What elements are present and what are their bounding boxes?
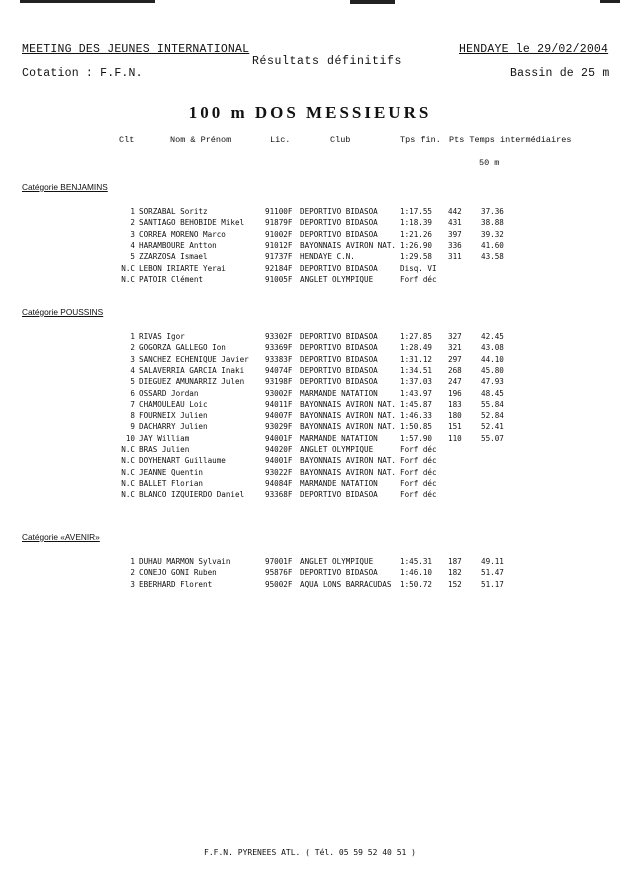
time-cell: Forf déc	[400, 478, 437, 488]
points-cell: 196	[448, 388, 462, 398]
club-cell: ANGLET OLYMPIQUE	[300, 274, 374, 284]
time-cell: 1:37.03	[400, 377, 433, 387]
split-cell: 52.41	[481, 422, 504, 432]
license-cell: 94084F	[265, 478, 293, 488]
rank-cell: 4	[130, 365, 135, 375]
points-cell: 180	[448, 411, 462, 421]
category-benjamins: Catégorie BENJAMINS	[22, 182, 108, 192]
license-cell: 93022F	[265, 467, 293, 477]
club-cell: MARMANDE NATATION	[300, 433, 378, 443]
name-cell: SANTIAGO BEHOBIDE Mikel	[139, 218, 245, 228]
rank-cell: 7	[130, 399, 135, 409]
rank-cell: 8	[130, 411, 135, 421]
points-cell: 182	[448, 568, 462, 578]
table-row	[0, 444, 620, 455]
table-row	[0, 331, 620, 342]
license-cell: 94020F	[265, 445, 293, 454]
time-cell: Forf déc	[400, 467, 437, 477]
license-cell: 95002F	[265, 579, 293, 589]
table-row	[0, 556, 620, 567]
name-cell: BLANCO IZQUIERDO Daniel	[139, 490, 245, 500]
split-cell: 45.80	[481, 365, 504, 375]
rank-cell: N.C	[121, 445, 135, 454]
table-row	[0, 410, 620, 421]
name-cell: CORREA MORENO Marco	[139, 229, 226, 239]
split-cell: 51.17	[481, 579, 504, 589]
time-cell: 1:17.55	[400, 207, 433, 216]
time-cell: Forf déc	[400, 445, 437, 454]
scan-mark	[600, 0, 620, 3]
table-row	[0, 433, 620, 444]
name-cell: DUHAU MARMON Sylvain	[139, 557, 231, 566]
table-row	[0, 354, 620, 365]
split-cell: 42.45	[481, 332, 504, 341]
meeting-title: MEETING DES JEUNES INTERNATIONAL	[22, 43, 250, 56]
subtitle: Résultats définitifs	[252, 55, 403, 68]
table-row	[0, 399, 620, 410]
time-cell: 1:43.97	[400, 388, 433, 398]
table-row	[0, 478, 620, 489]
club-cell: DEPORTIVO BIDASOA	[300, 343, 378, 353]
points-cell: 183	[448, 399, 462, 409]
table-row	[0, 421, 620, 432]
rank-cell: 2	[130, 218, 135, 228]
points-cell: 152	[448, 579, 462, 589]
split-cell: 38.88	[481, 218, 504, 228]
rank-cell: 3	[130, 579, 135, 589]
rank-cell: 4	[130, 240, 135, 250]
club-cell: BAYONNAIS AVIRON NAT.	[300, 422, 397, 432]
name-cell: EBERHARD Florent	[139, 579, 213, 589]
split-cell: 52.84	[481, 411, 504, 421]
rank-cell: 2	[130, 568, 135, 578]
rank-cell: 1	[130, 332, 135, 341]
col-lic: Lic.	[270, 135, 291, 145]
time-cell: Disq. VI	[400, 263, 437, 273]
footer: F.F.N. PYRENEES ATL. ( Tél. 05 59 52 40 51 )	[204, 848, 416, 857]
license-cell: 94007F	[265, 411, 293, 421]
club-cell: MARMANDE NATATION	[300, 388, 378, 398]
points-cell: 151	[448, 422, 462, 432]
name-cell: ZZARZOSA Ismael	[139, 252, 208, 262]
split-cell: 55.07	[481, 433, 504, 443]
time-cell: 1:28.49	[400, 343, 433, 353]
name-cell: DIEGUEZ AMUNARRIZ Julen	[139, 377, 245, 387]
club-cell: DEPORTIVO BIDASOA	[300, 377, 378, 387]
name-cell: CHAMOULEAU Loic	[139, 399, 208, 409]
split-cell: 48.45	[481, 388, 504, 398]
license-cell: 91737F	[265, 252, 293, 262]
license-cell: 91002F	[265, 229, 293, 239]
split-cell: 43.08	[481, 343, 504, 353]
col-pts-splits: Pts Temps intermédiaires	[449, 135, 572, 145]
rank-cell: N.C	[121, 274, 135, 284]
time-cell: 1:18.39	[400, 218, 433, 228]
rank-cell: 10	[125, 433, 135, 443]
license-cell: 92184F	[265, 263, 293, 273]
license-cell: 94001F	[265, 456, 293, 466]
points-cell: 397	[448, 229, 462, 239]
club-cell: ANGLET OLYMPIQUE	[300, 445, 374, 454]
name-cell: SALAVERRIA GARCIA Inaki	[139, 365, 245, 375]
table-row	[0, 206, 620, 217]
name-cell: PATOIR Clément	[139, 274, 204, 284]
time-cell: 1:29.58	[400, 252, 433, 262]
license-cell: 94001F	[265, 433, 293, 443]
table-row	[0, 579, 620, 590]
table-row	[0, 376, 620, 387]
license-cell: 93302F	[265, 332, 293, 341]
club-cell: MARMANDE NATATION	[300, 478, 378, 488]
name-cell: HARAMBOURE Antton	[139, 240, 217, 250]
table-row	[0, 217, 620, 228]
license-cell: 97001F	[265, 557, 293, 566]
split-cell: 44.10	[481, 354, 504, 364]
time-cell: 1:45.31	[400, 557, 433, 566]
name-cell: OSSARD Jordan	[139, 388, 199, 398]
rank-cell: 3	[130, 354, 135, 364]
time-cell: 1:50.85	[400, 422, 433, 432]
club-cell: DEPORTIVO BIDASOA	[300, 568, 378, 578]
cotation: Cotation : F.F.N.	[22, 67, 143, 80]
license-cell: 91012F	[265, 240, 293, 250]
club-cell: DEPORTIVO BIDASOA	[300, 354, 378, 364]
split-cell: 37.36	[481, 207, 504, 216]
scan-mark	[20, 0, 155, 3]
rank-cell: 6	[130, 388, 135, 398]
rank-cell: N.C	[121, 263, 135, 273]
points-cell: 110	[448, 433, 462, 443]
points-cell: 268	[448, 365, 462, 375]
time-cell: 1:45.87	[400, 399, 433, 409]
rank-cell: N.C	[121, 467, 135, 477]
club-cell: BAYONNAIS AVIRON NAT.	[300, 411, 397, 421]
rank-cell: 5	[130, 252, 135, 262]
rank-cell: N.C	[121, 456, 135, 466]
points-cell: 336	[448, 240, 462, 250]
table-row	[0, 455, 620, 466]
license-cell: 93369F	[265, 343, 293, 353]
license-cell: 95876F	[265, 568, 293, 578]
license-cell: 93368F	[265, 490, 293, 500]
time-cell: 1:31.12	[400, 354, 433, 364]
col-split-distance: 50 m	[479, 158, 500, 168]
club-cell: DEPORTIVO BIDASOA	[300, 332, 378, 341]
table-row	[0, 274, 620, 285]
name-cell: DACHARRY Julien	[139, 422, 208, 432]
points-cell: 297	[448, 354, 462, 364]
name-cell: RIVAS Igor	[139, 332, 185, 341]
license-cell: 93002F	[265, 388, 293, 398]
points-cell: 247	[448, 377, 462, 387]
split-cell: 51.47	[481, 568, 504, 578]
club-cell: BAYONNAIS AVIRON NAT.	[300, 399, 397, 409]
license-cell: 93029F	[265, 422, 293, 432]
col-rank: Clt	[119, 135, 135, 145]
license-cell: 94074F	[265, 365, 293, 375]
table-row	[0, 467, 620, 478]
club-cell: DEPORTIVO BIDASOA	[300, 229, 378, 239]
license-cell: 93198F	[265, 377, 293, 387]
club-cell: BAYONNAIS AVIRON NAT.	[300, 456, 397, 466]
table-row	[0, 229, 620, 240]
club-cell: DEPORTIVO BIDASOA	[300, 207, 378, 216]
split-cell: 41.60	[481, 240, 504, 250]
name-cell: FOURNEIX Julien	[139, 411, 208, 421]
rank-cell: N.C	[121, 478, 135, 488]
time-cell: Forf déc	[400, 274, 437, 284]
license-cell: 91879F	[265, 218, 293, 228]
time-cell: 1:50.72	[400, 579, 433, 589]
license-cell: 93383F	[265, 354, 293, 364]
split-cell: 55.84	[481, 399, 504, 409]
rank-cell: 1	[130, 207, 135, 216]
time-cell: 1:34.51	[400, 365, 433, 375]
time-cell: 1:46.33	[400, 411, 433, 421]
points-cell: 311	[448, 252, 462, 262]
split-cell: 49.11	[481, 557, 504, 566]
name-cell: LEBON IRIARTE Yerai	[139, 263, 226, 273]
table-row	[0, 489, 620, 500]
club-cell: BAYONNAIS AVIRON NAT.	[300, 240, 397, 250]
rank-cell: 2	[130, 343, 135, 353]
name-cell: DOYHENART Guillaume	[139, 456, 226, 466]
name-cell: BALLET Florian	[139, 478, 204, 488]
name-cell: CONEJO GONI Ruben	[139, 568, 217, 578]
name-cell: JEANNE Quentin	[139, 467, 204, 477]
time-cell: Forf déc	[400, 490, 437, 500]
points-cell: 442	[448, 207, 462, 216]
time-cell: 1:57.90	[400, 433, 433, 443]
club-cell: ANGLET OLYMPIQUE	[300, 557, 374, 566]
name-cell: SORZABAL Soritz	[139, 207, 208, 216]
license-cell: 94011F	[265, 399, 293, 409]
split-cell: 47.93	[481, 377, 504, 387]
rank-cell: 5	[130, 377, 135, 387]
time-cell: Forf déc	[400, 456, 437, 466]
time-cell: 1:27.85	[400, 332, 433, 341]
time-cell: 1:46.10	[400, 568, 433, 578]
club-cell: BAYONNAIS AVIRON NAT.	[300, 467, 397, 477]
split-cell: 43.58	[481, 252, 504, 262]
location-date: HENDAYE le 29/02/2004	[459, 43, 609, 56]
rank-cell: 9	[130, 422, 135, 432]
club-cell: DEPORTIVO BIDASOA	[300, 263, 378, 273]
col-time: Tps fin.	[400, 135, 441, 145]
time-cell: 1:21.26	[400, 229, 433, 239]
name-cell: JAY William	[139, 433, 190, 443]
club-cell: AQUA LONS BARRACUDAS	[300, 579, 392, 589]
table-row	[0, 263, 620, 274]
club-cell: DEPORTIVO BIDASOA	[300, 490, 378, 500]
name-cell: BRAS Julien	[139, 445, 190, 454]
event-title: 100 m DOS MESSIEURS	[188, 103, 432, 122]
col-club: Club	[330, 135, 351, 145]
rank-cell: 1	[130, 557, 135, 566]
table-row	[0, 388, 620, 399]
points-cell: 321	[448, 343, 462, 353]
table-row	[0, 342, 620, 353]
table-row	[0, 567, 620, 578]
time-cell: 1:26.90	[400, 240, 433, 250]
name-cell: GOGORZA GALLEGO Ion	[139, 343, 226, 353]
club-cell: DEPORTIVO BIDASOA	[300, 218, 378, 228]
bassin: Bassin de 25 m	[510, 67, 610, 80]
license-cell: 91100F	[265, 207, 293, 216]
category-poussins: Catégorie POUSSINS	[22, 307, 104, 317]
points-cell: 327	[448, 332, 462, 341]
name-cell: SANCHEZ ECHENIQUE Javier	[139, 354, 249, 364]
scan-mark	[350, 0, 395, 4]
table-row	[0, 240, 620, 251]
points-cell: 431	[448, 218, 462, 228]
category-avenir: Catégorie «AVENIR»	[22, 532, 100, 542]
club-cell: DEPORTIVO BIDASOA	[300, 365, 378, 375]
col-name: Nom & Prénom	[170, 135, 232, 145]
points-cell: 187	[448, 557, 462, 566]
rank-cell: N.C	[121, 490, 135, 500]
club-cell: HENDAYE C.N.	[300, 252, 355, 262]
license-cell: 91005F	[265, 274, 293, 284]
table-row	[0, 365, 620, 376]
table-row	[0, 251, 620, 262]
split-cell: 39.32	[481, 229, 504, 239]
rank-cell: 3	[130, 229, 135, 239]
